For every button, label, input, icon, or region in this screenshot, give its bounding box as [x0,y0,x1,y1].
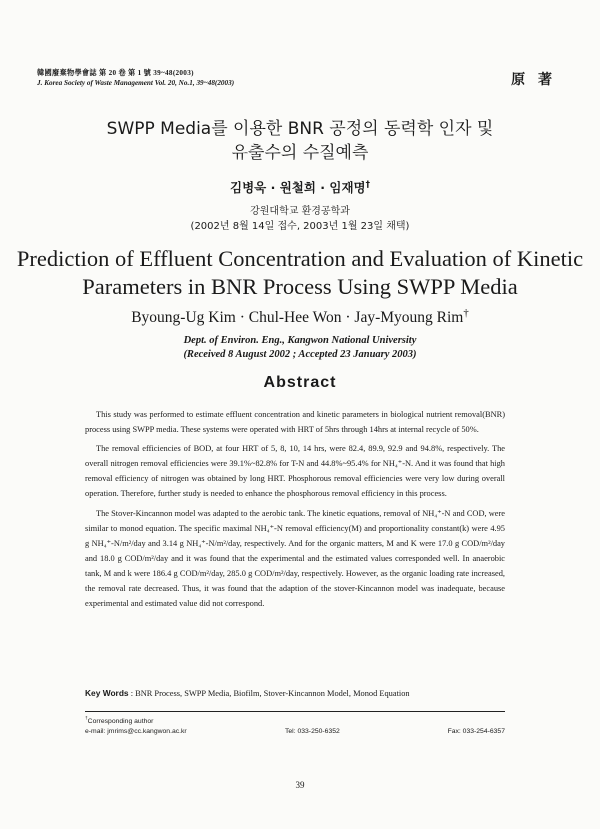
korean-title-line-2: 유출수의 수질예측 [231,143,369,163]
abstract-body [85,407,505,615]
journal-citation-en: J. Korea Society of Waste Management Vol. 20, No.1, 39~48(2003) [37,79,235,87]
english-affiliation-name: Dept. of Environ. Eng., Kangwon National University [183,335,417,346]
english-author-names: Byoung-Ug Kim · Chul-Hee Won · Jay-Myoung Rim [131,309,464,326]
korean-affiliation-name: 강원대학교 환경공학과 [250,206,350,217]
abstract-paragraph-2: The removal efficiencies of BOD, at four HRT of 5, 8, 10, 14 hrs, were 82.4, 89.9, 92.9 and 94.8%, respectively. The overall nitrogen removal efficiencies were 39.1%~82.8% for T-N and 44.8%~95.4% for NH₄⁺-N. And it was found that high removal efficiency of nitrogen was obtained by long HRT. Phosphorous removal efficiencies were very low during overall operation. Therefore, further study is needed to enhance the phosphorous removal efficiency in this process. [85,444,505,499]
article-type-badge: 原 著 [511,72,556,88]
footnote [85,717,505,737]
korean-title [0,117,600,165]
keywords-label: Key Words [85,688,129,698]
abstract-paragraph-3: The Stover-Kincannon model was adapted to the aerobic tank. The kinetic equations, removal of NH₄⁺-N and COD, were similar to monod equation. The specific maximal NH₄⁺-N removal efficiency(M) and proportionality constant(k) were 4.95 g NH₄⁺-N/m²/day and 3.14 g NH₄⁺-N/m²/day, respectively. And for the organic matters, M and K were 17.0 g COD/m²/day and 18.0 g COD/m²/day and it was found that the experimental and the estimated values corresponded well. In anaerobic tank, M and k were 186.4 g COD/m²/day, 285.0 g COD/m²/day, respectively. However, as the organic loading rate increased, the removal rate decreased. Thus, it was found that the adaption of the stover-Kincannon model was inadequate, because experimental and estimated value did not correspond. [85,508,505,609]
english-title [0,245,600,301]
footnote-email: e-mail: jmrims@cc.kangwon.ac.kr [85,728,187,735]
english-title-line-2: Parameters in BNR Process Using SWPP Media [82,274,518,299]
korean-author-names: 김병욱 · 원철희 · 임재명 [230,180,366,195]
footnote-dagger: † [85,716,88,722]
english-title-line-1: Prediction of Effluent Concentration and Evaluation of Kinetic [16,246,584,271]
korean-affiliation [0,204,600,234]
footnote-divider [85,711,505,712]
keywords-text: : BNR Process, SWPP Media, Biofilm, Stover-Kincannon Model, Monod Equation [130,689,410,698]
abstract-paragraph-1: This study was performed to estimate effluent concentration and kinetic parameters in biological nutrient removal(BNR) process using SWPP media. These systems were operated with HRT of 5hrs through 14hrs at internal recycle of 50%. [85,410,505,435]
corresponding-dagger: † [365,179,370,190]
english-authors [0,306,600,327]
corresponding-author-label: Corresponding author [87,718,154,725]
footnote-fax: Fax: 033-254-6357 [447,728,505,735]
keywords [85,688,410,698]
korean-title-line-1: SWPP Media를 이용한 BNR 공정의 동력학 인자 및 [106,119,494,139]
english-affiliation [0,334,600,362]
journal-citation [37,68,234,88]
english-dates: (Received 8 August 2002 ; Accepted 23 January 2003) [183,349,417,360]
abstract-heading: Abstract [263,374,337,391]
journal-citation-ko: 韓國廢棄物學會誌 第 20 卷 第 1 號 39~48(2003) [37,69,194,77]
corresponding-dagger-en: † [463,306,469,319]
page-number: 39 [295,780,305,790]
korean-authors [0,178,600,196]
korean-dates: (2002년 8월 14일 접수, 2003년 1월 23일 채택) [190,221,410,232]
footnote-tel: Tel: 033-250-6352 [285,728,340,735]
